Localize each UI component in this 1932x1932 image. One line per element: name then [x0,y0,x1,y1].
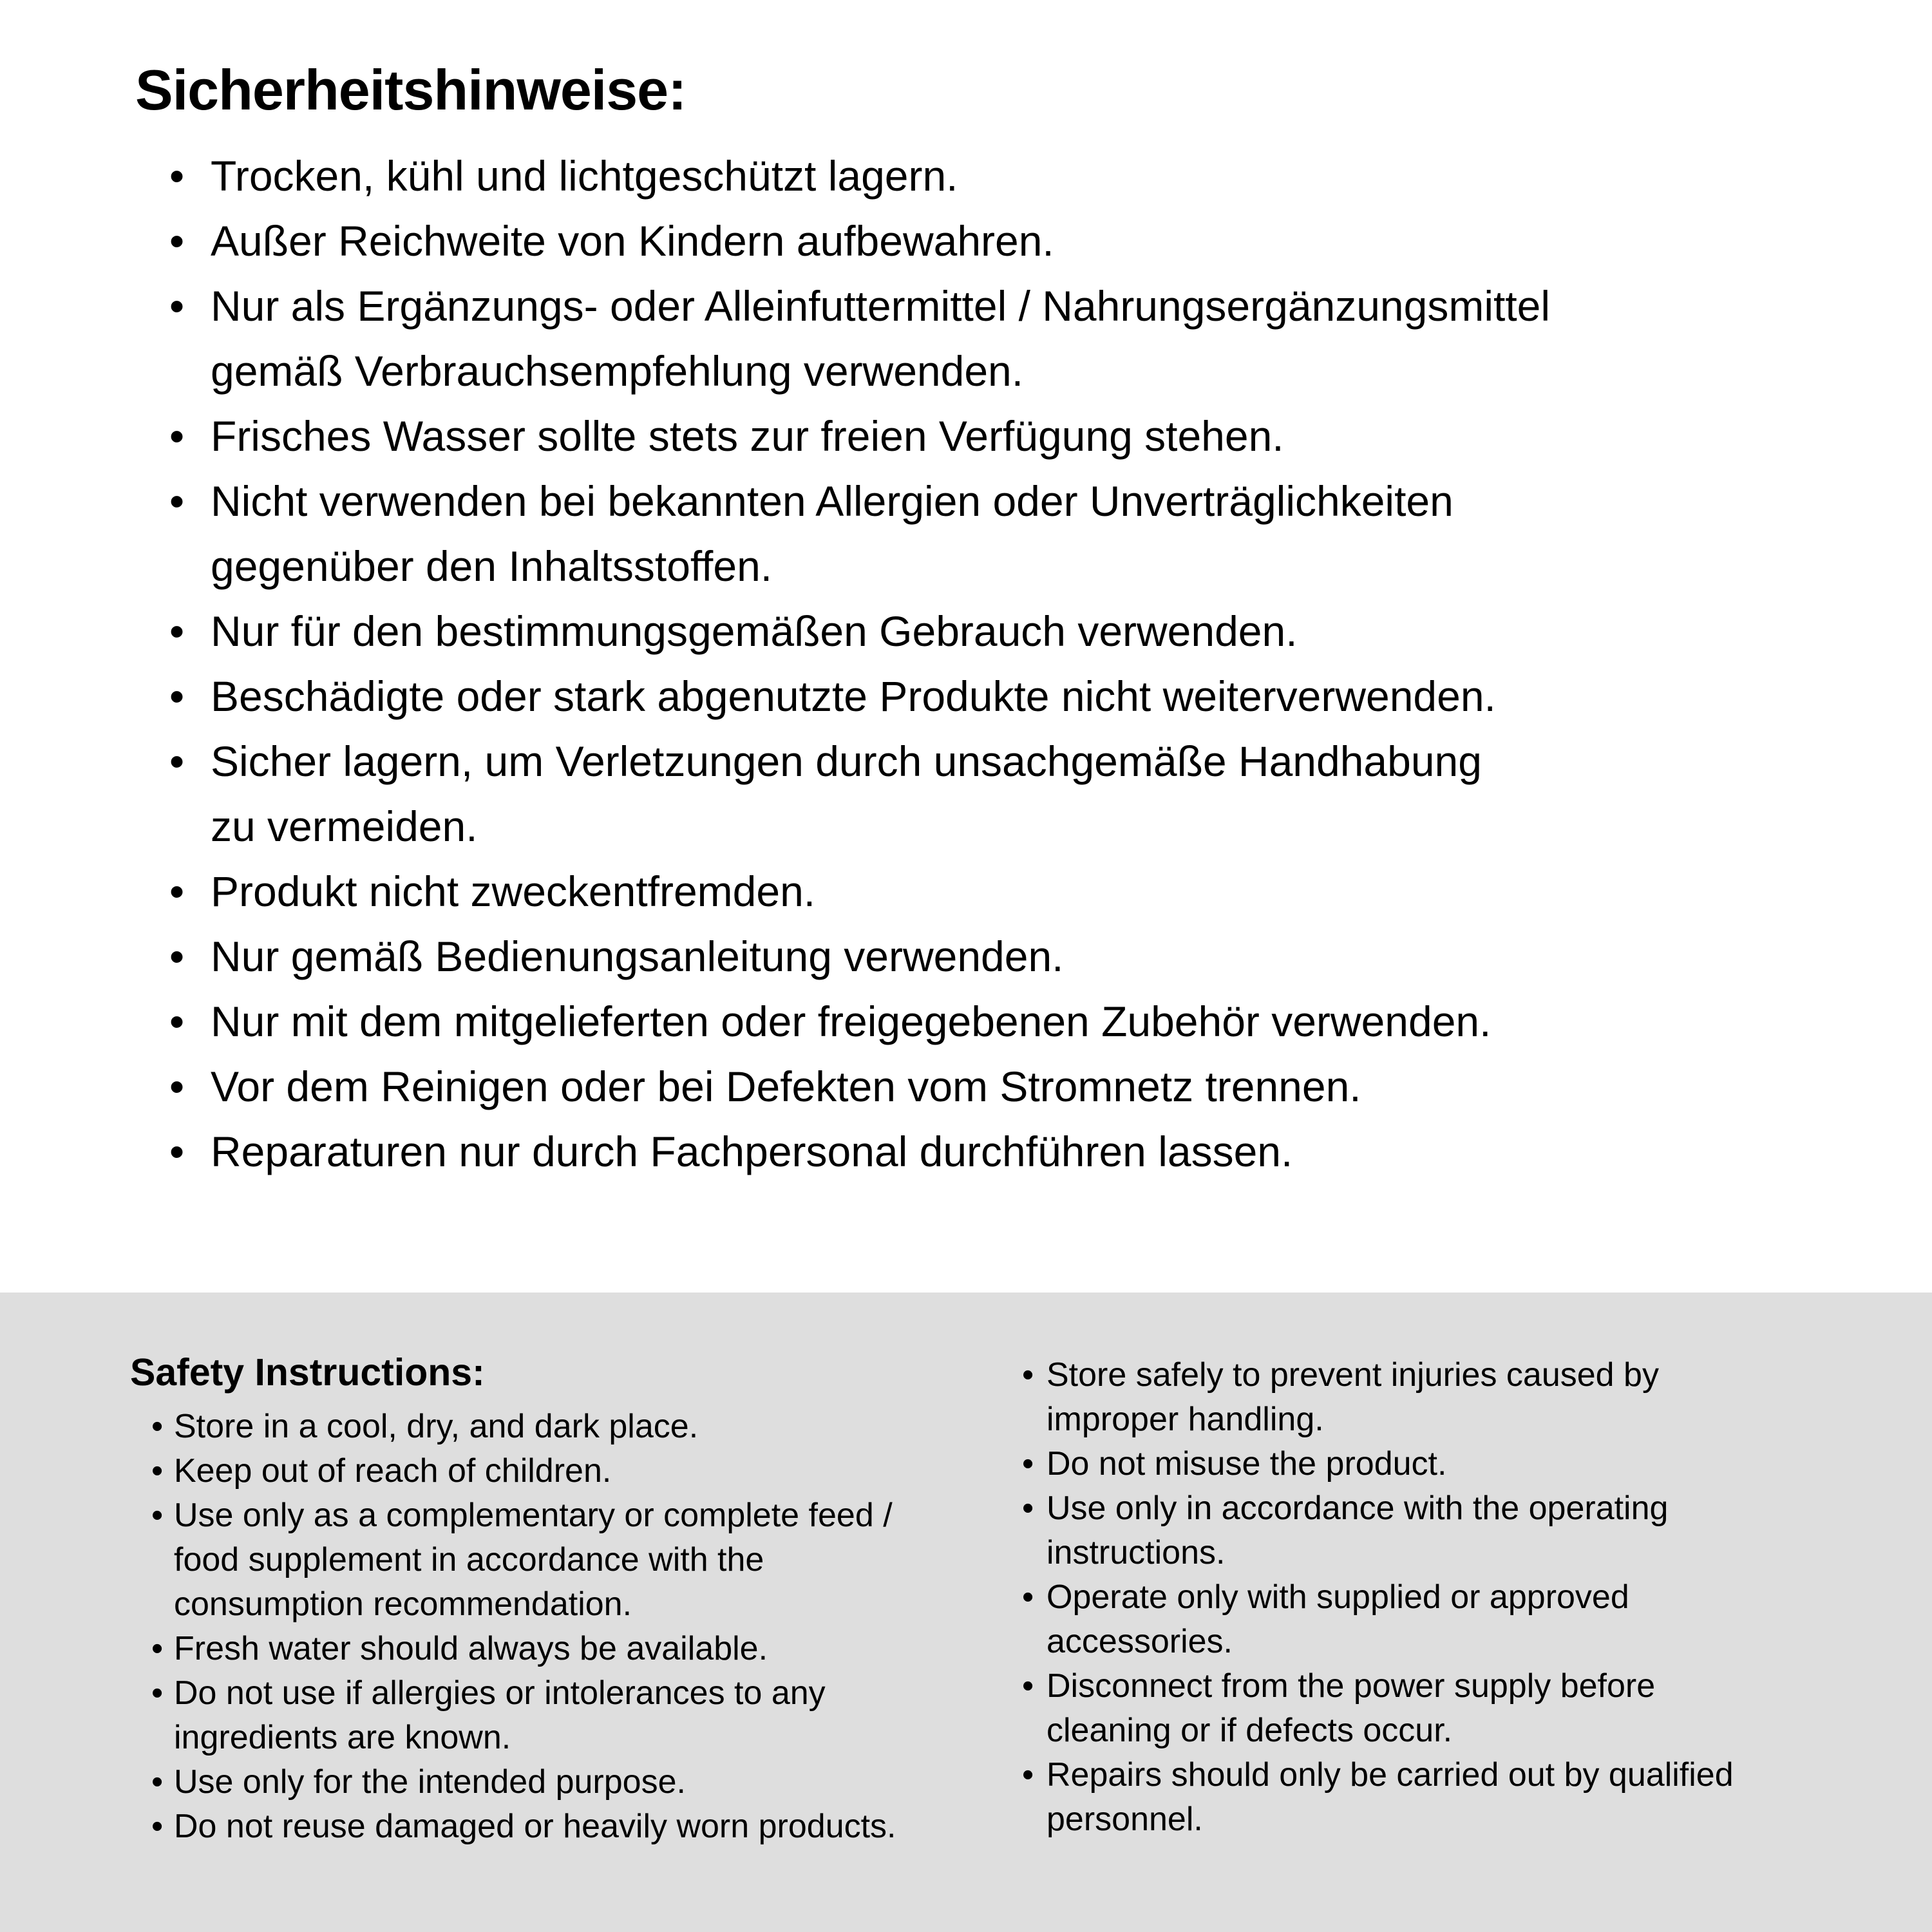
bullet-icon: • [169,152,185,200]
english-safety-item [1022,1575,1734,1664]
english-safety-item-text: Do not misuse the product. [1046,1445,1447,1482]
bullet-icon: • [169,867,185,915]
german-safety-item-text: Nur gemäß Bedienungsanleitung verwenden. [211,933,1064,980]
german-safety-item [169,729,1550,859]
english-safety-list-left [151,1405,896,1849]
english-safety-item [1022,1353,1734,1442]
german-safety-item-text: Außer Reichweite von Kindern aufbewahren. [211,217,1054,265]
bullet-icon: • [169,1128,185,1175]
german-safety-item [169,989,1550,1054]
bullet-icon: • [151,1497,164,1534]
bullet-icon: • [1022,1445,1034,1482]
german-safety-list [169,144,1550,1184]
english-safety-item-text: Do not reuse damaged or heavily worn products. [174,1808,896,1845]
german-heading: Sicherheitshinweise: [135,58,687,122]
bullet-icon: • [169,737,185,785]
bullet-icon: • [1022,1667,1034,1705]
english-safety-item [1022,1442,1734,1486]
english-safety-item [1022,1486,1734,1575]
english-safety-item-text: Disconnect from the power supply before cleaning or if defects occur. [1046,1667,1656,1749]
english-safety-item-text: Store safely to prevent injuries caused by improper handling. [1046,1356,1659,1438]
bullet-icon: • [169,607,185,655]
english-safety-item [151,1493,896,1627]
german-safety-item [169,209,1550,274]
english-safety-item [151,1449,896,1493]
german-safety-item-text: Nur mit dem mitgelieferten oder freigegebenen Zubehör verwenden. [211,998,1492,1045]
english-safety-item-text: Do not use if allergies or intolerances to any ingredients are known. [174,1674,826,1756]
german-safety-item-text: Frisches Wasser sollte stets zur freien Verfügung stehen. [211,412,1284,460]
english-safety-item [151,1804,896,1849]
bullet-icon: • [151,1630,164,1667]
german-safety-item [169,859,1550,924]
english-safety-item [1022,1664,1734,1753]
bullet-icon: • [169,1063,185,1110]
german-safety-item [169,924,1550,989]
english-safety-item-text: Operate only with supplied or approved accessories. [1046,1578,1629,1660]
german-safety-item [169,1054,1550,1119]
bullet-icon: • [169,672,185,720]
german-safety-item [169,469,1550,599]
english-safety-item-text: Fresh water should always be available. [174,1630,768,1667]
bullet-icon: • [169,998,185,1045]
german-safety-item [169,599,1550,664]
bullet-icon: • [1022,1490,1034,1527]
german-safety-item [169,1119,1550,1184]
english-safety-list-right [1022,1353,1734,1842]
english-heading: Safety Instructions: [130,1351,485,1394]
german-safety-item [169,274,1550,404]
english-safety-item [151,1627,896,1671]
english-safety-item [151,1405,896,1449]
bullet-icon: • [151,1674,164,1712]
bullet-icon: • [169,477,185,525]
german-safety-item-text: Sicher lagern, um Verletzungen durch unsachgemäße Handhabung zu vermeiden. [211,737,1482,850]
english-safety-item-text: Use only for the intended purpose. [174,1763,686,1801]
german-safety-item [169,664,1550,729]
german-safety-item-text: Trocken, kühl und lichtgeschützt lagern. [211,152,958,200]
german-safety-item-text: Produkt nicht zweckentfremden. [211,867,816,915]
german-safety-item-text: Reparaturen nur durch Fachpersonal durchführen lassen. [211,1128,1293,1175]
bullet-icon: • [1022,1356,1034,1394]
bullet-icon: • [169,933,185,980]
bullet-icon: • [169,217,185,265]
bullet-icon: • [151,1808,164,1845]
english-safety-item [151,1671,896,1760]
bullet-icon: • [1022,1756,1034,1794]
english-safety-item [1022,1753,1734,1842]
german-safety-item-text: Beschädigte oder stark abgenutzte Produkte nicht weiterverwenden. [211,672,1496,720]
german-safety-item [169,404,1550,469]
german-safety-item-text: Nicht verwenden bei bekannten Allergien oder Unverträglichkeiten gegenüber den Inhaltsstoffen. [211,477,1454,590]
english-safety-item-text: Repairs should only be carried out by qualified personnel. [1046,1756,1734,1838]
bullet-icon: • [151,1452,164,1490]
english-safety-item-text: Use only as a complementary or complete feed / food supplement in accordance with the consumption recommendation. [174,1497,893,1623]
bullet-icon: • [169,282,185,330]
german-safety-item-text: Nur als Ergänzungs- oder Alleinfuttermittel / Nahrungsergänzungsmittel gemäß Verbrauchsempfehlung verwenden. [211,282,1551,395]
bullet-icon: • [169,412,185,460]
english-safety-item-text: Store in a cool, dry, and dark place. [174,1408,699,1445]
german-safety-item-text: Nur für den bestimmungsgemäßen Gebrauch verwenden. [211,607,1298,655]
german-safety-item-text: Vor dem Reinigen oder bei Defekten vom Stromnetz trennen. [211,1063,1361,1110]
english-safety-item-text: Use only in accordance with the operating instructions. [1046,1490,1669,1571]
bullet-icon: • [151,1408,164,1445]
bullet-icon: • [151,1763,164,1801]
english-section [0,1293,1932,1932]
english-safety-item [151,1760,896,1804]
english-safety-item-text: Keep out of reach of children. [174,1452,612,1490]
bullet-icon: • [1022,1578,1034,1616]
german-safety-item [169,144,1550,209]
